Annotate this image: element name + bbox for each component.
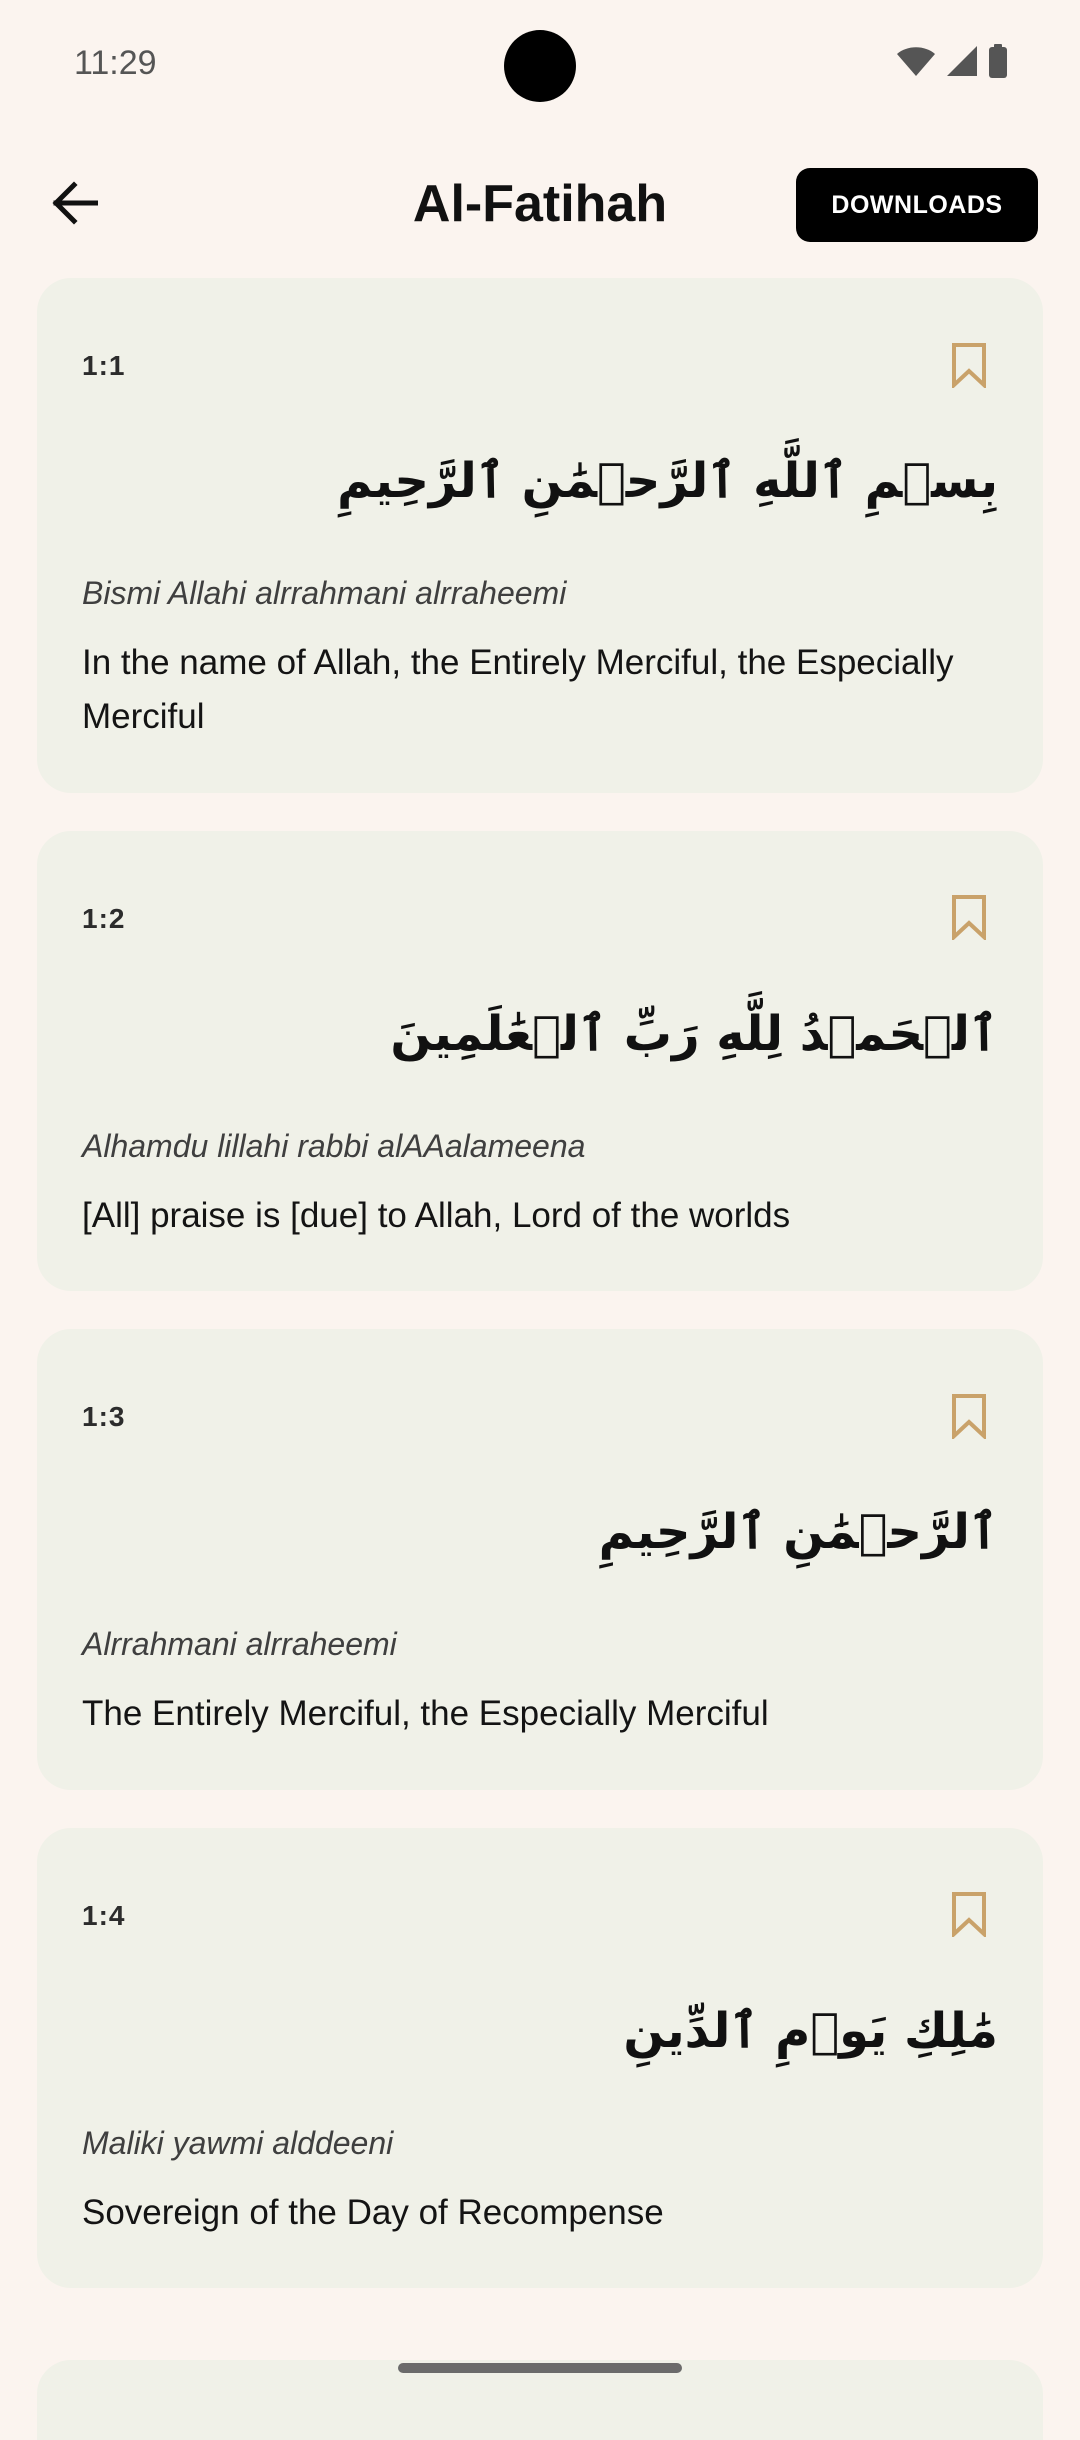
bookmark-icon xyxy=(951,1393,987,1444)
verse-number: 1:1 xyxy=(82,350,126,381)
bookmark-icon xyxy=(951,342,987,393)
verse-number: 1:2 xyxy=(82,902,126,934)
status-icons xyxy=(896,44,1008,83)
translation: The Entirely Merciful, the Especially Merciful xyxy=(82,1694,769,1734)
bookmark-button[interactable] xyxy=(947,1391,991,1445)
arabic-text: مَٰلِكِ يَوۡمِ ٱلدِّينِ xyxy=(623,2002,998,2059)
bookmark-icon xyxy=(951,1891,987,1942)
transliteration: Alrrahmani alrraheemi xyxy=(82,1626,397,1663)
top-app-bar xyxy=(0,150,1080,260)
verse-card[interactable] xyxy=(37,1329,1043,1789)
bookmark-button[interactable] xyxy=(947,1890,991,1944)
verse-card[interactable] xyxy=(37,278,1043,793)
translation: [All] praise is [due] to Allah, Lord of the worlds xyxy=(82,1195,791,1235)
verse-number: 1:3 xyxy=(82,1401,126,1433)
arabic-text: ٱلۡحَمۡدُ لِلَّهِ رَبِّ ٱلۡعَٰلَمِينَ xyxy=(390,1005,998,1062)
arabic-text: ٱلرَّحۡمَٰنِ ٱلرَّحِيمِ xyxy=(598,1504,998,1561)
transliteration: Alhamdu lillahi rabbi alAAalameena xyxy=(82,1127,586,1164)
translation: Sovereign of the Day of Recompense xyxy=(82,2192,664,2232)
home-indicator[interactable] xyxy=(398,2363,682,2373)
status-bar xyxy=(0,0,1080,130)
front-camera xyxy=(504,30,576,102)
verse-card[interactable] xyxy=(37,1828,1043,2288)
verse-list xyxy=(37,278,1043,2326)
verse-card[interactable] xyxy=(37,831,1043,1291)
wifi-icon xyxy=(896,45,936,82)
bookmark-button[interactable] xyxy=(947,340,991,394)
bookmark-button[interactable] xyxy=(947,893,991,947)
status-time: 11:29 xyxy=(74,44,157,82)
transliteration: Maliki yawmi alddeeni xyxy=(82,2124,394,2161)
cellular-signal-icon xyxy=(946,45,978,82)
downloads-button[interactable]: DOWNLOADS xyxy=(796,168,1038,242)
verse-number: 1:4 xyxy=(82,1899,126,1931)
transliteration: Bismi Allahi alrrahmani alrraheemi xyxy=(82,575,567,612)
translation: In the name of Allah, the Entirely Merciful, the Especially Merciful xyxy=(82,643,954,737)
battery-icon xyxy=(988,44,1008,83)
bookmark-icon xyxy=(951,894,987,945)
arabic-text: بِسۡمِ ٱللَّهِ ٱلرَّحۡمَٰنِ ٱلرَّحِيمِ xyxy=(337,453,998,509)
page-title: Al-Fatihah xyxy=(412,175,668,233)
